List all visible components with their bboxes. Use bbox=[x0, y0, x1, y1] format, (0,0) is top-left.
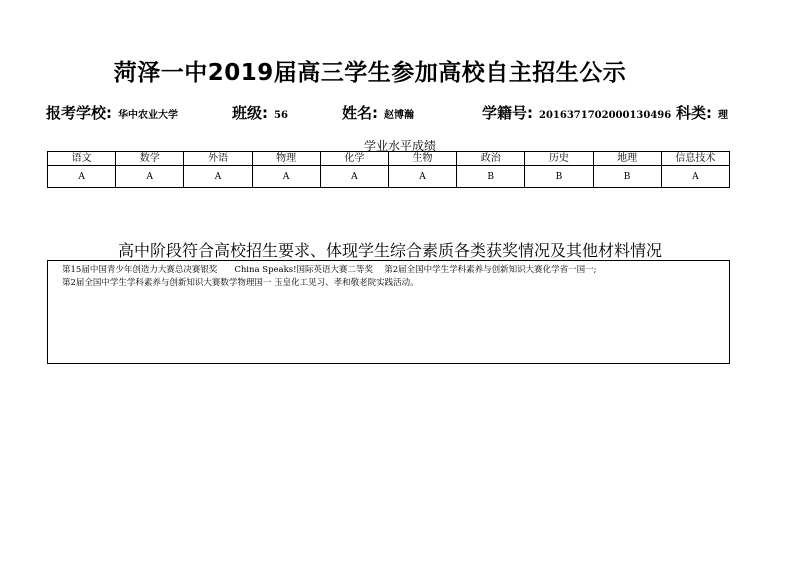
student-id-field bbox=[482, 102, 671, 123]
score-cell: A bbox=[116, 166, 184, 188]
subject-header: 政治 bbox=[457, 152, 525, 166]
grades-header-row bbox=[48, 152, 730, 166]
subject-header: 地理 bbox=[593, 152, 661, 166]
grades-score-row bbox=[48, 166, 730, 188]
awards-box bbox=[47, 260, 730, 364]
score-cell: A bbox=[48, 166, 116, 188]
awards-line: 第15届中国青少年创造力大赛总决赛银奖 China Speaks!国际英语大赛二等奖 第2届全国中学生学科素养与创新知识大赛化学省一国一; bbox=[62, 265, 597, 275]
subject-header: 语文 bbox=[48, 152, 116, 166]
class-label: 班级: bbox=[232, 104, 268, 122]
subject-header: 化学 bbox=[320, 152, 388, 166]
class-field bbox=[232, 102, 288, 123]
school-field bbox=[46, 102, 178, 123]
grades-table bbox=[47, 151, 730, 188]
score-cell: A bbox=[661, 166, 729, 188]
name-field bbox=[342, 102, 414, 123]
page-title: 菏泽一中2019届高三学生参加高校自主招生公示 bbox=[113, 60, 627, 86]
score-cell: B bbox=[593, 166, 661, 188]
student-id-label: 学籍号: bbox=[482, 104, 533, 122]
subject-header: 历史 bbox=[525, 152, 593, 166]
name-label: 姓名: bbox=[342, 104, 378, 122]
class-value: 56 bbox=[274, 110, 288, 121]
subject-type-label: 科类: bbox=[676, 104, 712, 122]
score-cell: A bbox=[184, 166, 252, 188]
subject-header: 物理 bbox=[252, 152, 320, 166]
subject-header: 生物 bbox=[388, 152, 456, 166]
score-cell: B bbox=[457, 166, 525, 188]
subject-type-field bbox=[676, 102, 728, 123]
school-value: 华中农业大学 bbox=[118, 110, 178, 121]
school-label: 报考学校: bbox=[46, 104, 112, 122]
score-cell: A bbox=[252, 166, 320, 188]
score-cell: A bbox=[388, 166, 456, 188]
subject-header: 外语 bbox=[184, 152, 252, 166]
subject-type-value: 理 bbox=[718, 110, 728, 121]
score-cell: A bbox=[320, 166, 388, 188]
awards-heading: 高中阶段符合高校招生要求、体现学生综合素质各类获奖情况及其他材料情况 bbox=[117, 241, 662, 260]
score-cell: B bbox=[525, 166, 593, 188]
grades-heading: 学业水平成绩 bbox=[363, 139, 436, 153]
student-id-value: 2016371702000130496 bbox=[539, 110, 672, 121]
subject-header: 信息技术 bbox=[661, 152, 729, 166]
awards-line: 第2届全国中学生学科素养与创新知识大赛数学物理国一 玉皇化工见习、孝和敬老院实践活动。 bbox=[62, 278, 419, 288]
subject-header: 数学 bbox=[116, 152, 184, 166]
name-value: 赵博瀚 bbox=[384, 110, 414, 121]
